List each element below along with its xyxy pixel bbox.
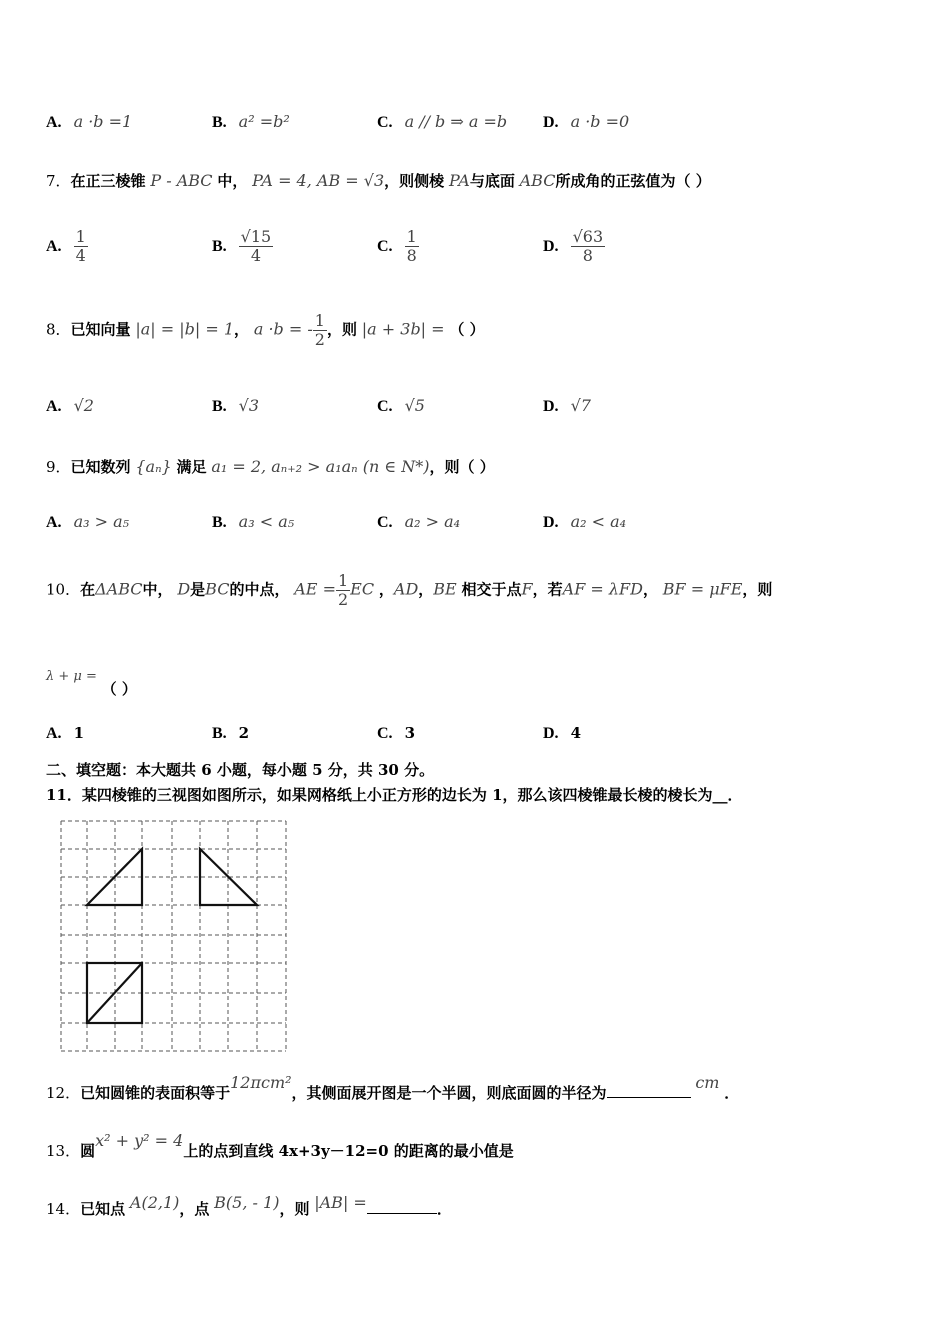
q9-options [0, 512, 950, 552]
answer-blank[interactable] [607, 1097, 691, 1098]
q9-option-c[interactable]: C. a₂ > a₄ [377, 512, 461, 531]
answer-blank[interactable] [367, 1213, 437, 1214]
q9-option-a[interactable]: A. a₃ > a₅ [46, 512, 130, 531]
q6-option-a[interactable]: A. a ·b =1 [46, 112, 133, 131]
fraction: $\frac{1}{8}$ [406, 227, 417, 265]
section-heading: 二、填空题：本大题共 6 小题，每小题 5 分，共 30 分。 [46, 761, 435, 779]
three-view-figure [60, 820, 288, 1054]
q7-options [0, 228, 950, 268]
q8-option-a[interactable]: A. √2 [46, 396, 94, 415]
question-10: 10．在ΔABC中， D是BC的中点， AE = $\frac{1}{2}$ EC ，AD，BE 相交于点F，若AF = λFD， BF = μFE，则 [46, 571, 773, 609]
q6-options [0, 110, 950, 150]
q7-option-b[interactable]: B. $\frac{√15}{4}$ [212, 227, 272, 265]
question-14: 14．已知点 A(2,1)，点 B(5, - 1)，则 |AB| = ． [46, 1193, 452, 1218]
fraction: $\frac{√15}{4}$ [240, 227, 272, 265]
grid-lines [61, 821, 286, 1051]
q10-option-a[interactable]: A. 1 [46, 724, 84, 742]
question-10-cont: λ + μ = （ ） [46, 669, 137, 698]
q10-option-c[interactable]: C. 3 [377, 724, 415, 742]
question-12: 12．已知圆锥的表面积等于12πcm²，其侧面展开图是一个半圆，则底面圆的半径为 cm ． [46, 1073, 740, 1102]
q8-option-b[interactable]: B. √3 [212, 396, 260, 415]
q6-option-b[interactable]: B. a² =b² [212, 112, 290, 131]
fraction: $\frac{√63}{8}$ [572, 227, 604, 265]
question-7: 7．在正三棱锥 P - ABC 中， PA = 4, AB = √3，则侧棱 PA与底面 ABC所成角的正弦值为（ ） [46, 171, 711, 190]
q10-option-b[interactable]: B. 2 [212, 724, 250, 742]
q8-option-c[interactable]: C. √5 [377, 396, 425, 415]
q7-option-d[interactable]: D. $\frac{√63}{8}$ [543, 227, 604, 265]
q9-option-d[interactable]: D. a₂ < a₄ [543, 512, 627, 531]
fraction: $\frac{1}{4}$ [75, 227, 86, 265]
question-9: 9．已知数列 {aₙ} 满足 a₁ = 2, aₙ₊₂ > a₁aₙ (n ∈ N*)，则（ ） [46, 457, 495, 476]
q6-option-d[interactable]: D. a ·b =0 [543, 112, 630, 131]
q7-option-c[interactable]: C. $\frac{1}{8}$ [377, 227, 417, 265]
q10-option-d[interactable]: D. 4 [543, 724, 581, 742]
question-13: 13．圆x² + y² = 4上的点到直线 4x+3y－12=0 的距离的最小值是 [46, 1131, 514, 1160]
q8-options [0, 396, 950, 436]
fraction: $\frac{1}{2}$ [314, 311, 325, 349]
q6-option-c[interactable]: C. a // b ⇒ a =b [377, 112, 508, 131]
q8-option-d[interactable]: D. √7 [543, 396, 591, 415]
question-11: 11．某四棱锥的三视图如图所示，如果网格纸上小正方形的边长为 1，那么该四棱锥最长棱的棱长为__． [46, 786, 743, 804]
q9-option-b[interactable]: B. a₃ < a₅ [212, 512, 295, 531]
fraction: $\frac{1}{2}$ [337, 571, 349, 609]
question-8: 8．已知向量 |a| = |b| = 1， a ·b = - $\frac{1}{2}$ ，则 |a + 3b| = （ ） [46, 311, 485, 349]
q7-option-a[interactable]: A. $\frac{1}{4}$ [46, 227, 86, 265]
q10-options [0, 724, 950, 764]
